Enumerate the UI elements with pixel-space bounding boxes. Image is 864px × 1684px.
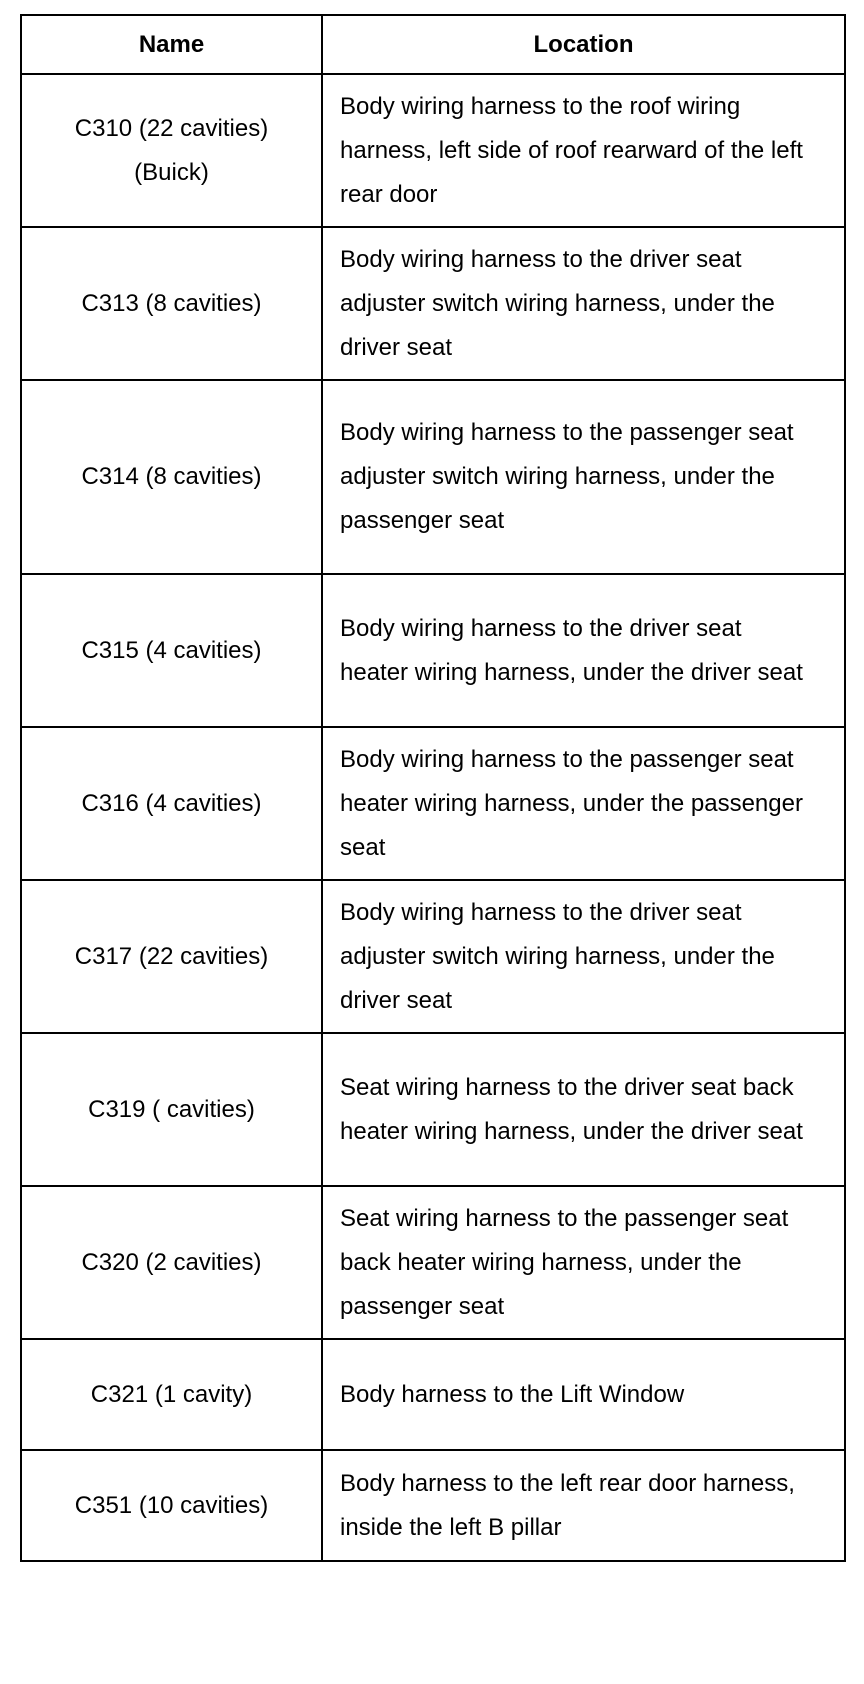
connector-location: Body wiring harness to the driver seat heater wiring harness, under the driver seat [322, 574, 845, 727]
connector-name-cell [21, 727, 322, 880]
connector-location: Seat wiring harness to the driver seat back heater wiring harness, under the driver seat [322, 1033, 845, 1186]
table-header-row [21, 15, 845, 74]
connector-location: Body wiring harness to the driver seat adjuster switch wiring harness, under the driver seat [322, 880, 845, 1033]
connector-location: Body harness to the left rear door harness, inside the left B pillar [322, 1450, 845, 1561]
connector-name-cell [21, 574, 322, 727]
connector-name: C314 (8 cavities) [81, 463, 262, 490]
connector-name-cell [21, 880, 322, 1033]
header-name: Name [21, 15, 322, 74]
table-row [21, 74, 845, 227]
connector-variant: (Buick) [134, 158, 209, 186]
table-row [21, 227, 845, 380]
connector-location: Body wiring harness to the driver seat adjuster switch wiring harness, under the driver seat [322, 227, 845, 380]
connector-name-cell [21, 1033, 322, 1186]
table-row [21, 574, 845, 727]
connector-name: C315 (4 cavities) [81, 636, 262, 664]
connector-name: C320 (2 cavities) [81, 1248, 262, 1276]
connector-location: Body wiring harness to the passenger seat adjuster switch wiring harness, under the passenger seat [322, 380, 845, 574]
table-row [21, 1033, 845, 1186]
connector-name: C351 (10 cavities) [74, 1491, 269, 1519]
table-row [21, 1450, 845, 1561]
connector-name: C313 (8 cavities) [81, 289, 262, 317]
connector-location-table [20, 14, 846, 1562]
table-row [21, 727, 845, 880]
connector-name: C321 (1 cavity) [90, 1380, 253, 1408]
connector-name: C319 ( cavities) [88, 1095, 255, 1123]
connector-name-cell [21, 1186, 322, 1339]
header-location: Location [322, 15, 845, 74]
connector-name-cell [21, 1339, 322, 1450]
connector-name-cell [21, 380, 322, 574]
connector-name: C310 (22 cavities) [74, 114, 269, 142]
connector-location: Body harness to the Lift Window [322, 1339, 845, 1450]
table-row [21, 380, 845, 574]
table-row [21, 1339, 845, 1450]
connector-name-cell [21, 227, 322, 380]
connector-name: C316 (4 cavities) [81, 789, 262, 817]
table-row [21, 1186, 845, 1339]
connector-location: Seat wiring harness to the passenger seat back heater wiring harness, under the passenger seat [322, 1186, 845, 1339]
connector-location: Body wiring harness to the passenger seat heater wiring harness, under the passenger seat [322, 727, 845, 880]
connector-name-cell [21, 74, 322, 227]
connector-name: C317 (22 cavities) [74, 942, 269, 970]
table-row [21, 880, 845, 1033]
connector-name-cell [21, 1450, 322, 1561]
connector-location: Body wiring harness to the roof wiring harness, left side of roof rearward of the left rear door [322, 74, 845, 227]
